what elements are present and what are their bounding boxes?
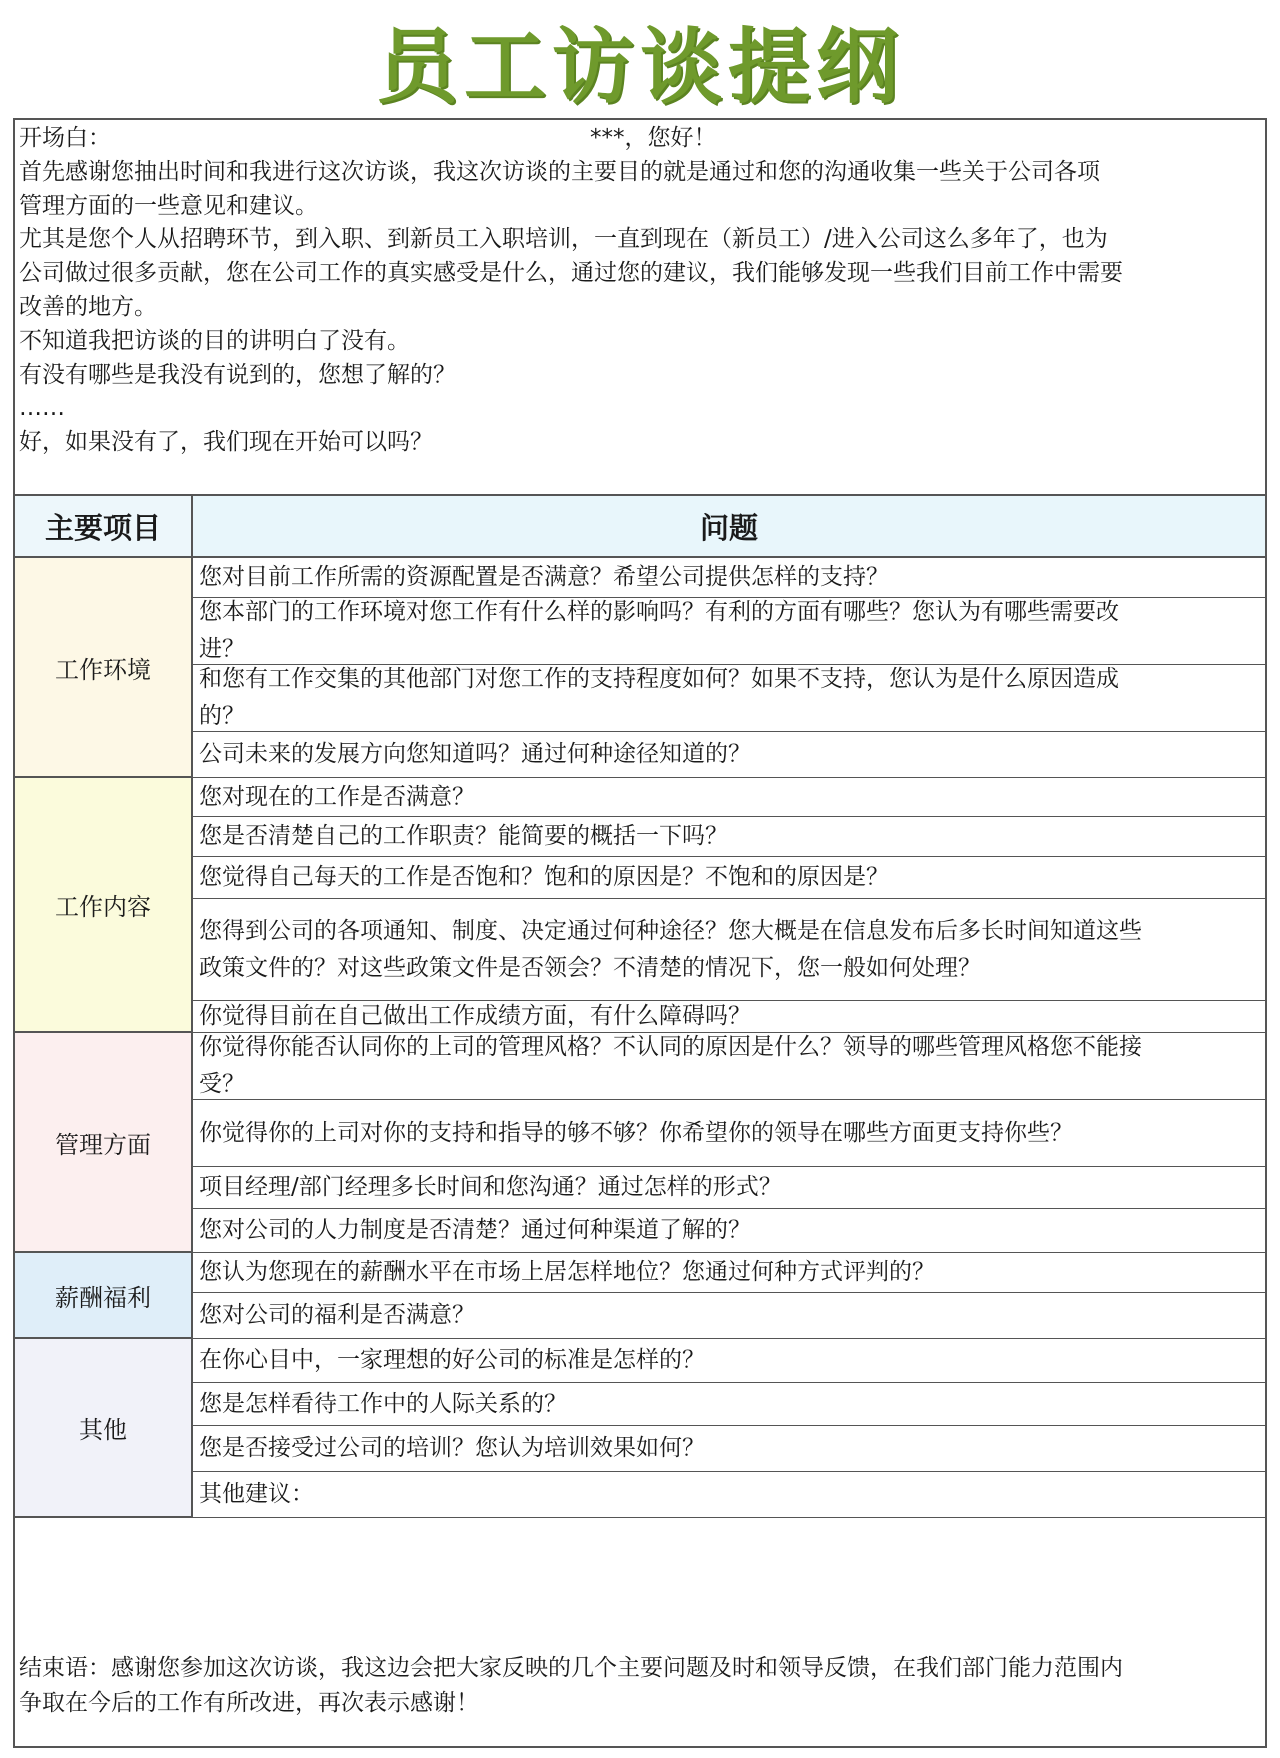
question-row: 其他建议： xyxy=(193,1472,1265,1518)
opening-line: 首先感谢您抽出时间和我进行这次访谈，我这次访谈的主要目的就是通过和您的沟通收集一些关于公司各项 xyxy=(19,159,1100,185)
opening-line: 管理方面的一些意见和建议。 xyxy=(19,193,318,219)
opening-label: 开场白： xyxy=(19,125,111,151)
question-row: 公司未来的发展方向您知道吗？通过何种途径知道的？ xyxy=(193,732,1265,778)
question-row: 您本部门的工作环境对您工作有什么样的影响吗？有利的方面有哪些？您认为有哪些需要改 进？ xyxy=(193,598,1265,665)
opening-line: 不知道我把访谈的目的讲明白了没有。 xyxy=(19,328,410,354)
question-row: 您对公司的福利是否满意？ xyxy=(193,1293,1265,1339)
question-table xyxy=(15,496,1265,1638)
header-category: 主要项目 xyxy=(15,496,193,558)
question-row: 您对现在的工作是否满意？ xyxy=(193,778,1265,817)
question-row: 你觉得目前在自己做出工作成绩方面，有什么障碍吗？ xyxy=(193,1001,1265,1033)
closing-line: 争取在今后的工作有所改进，再次表示感谢！ xyxy=(19,1690,479,1716)
question-row: 项目经理/部门经理多长时间和您沟通？通过怎样的形式？ xyxy=(193,1167,1265,1209)
question-row: 您对目前工作所需的资源配置是否满意？希望公司提供怎样的支持？ xyxy=(193,558,1265,598)
question-row: 您是否接受过公司的培训？您认为培训效果如何？ xyxy=(193,1426,1265,1472)
opening-line: 尤其是您个人从招聘环节，到入职、到新员工入职培训，一直到现在（新员工）/进入公司这么多年了，也为 xyxy=(19,226,1108,252)
question-row: 您得到公司的各项通知、制度、决定通过何种途径？您大概是在信息发布后多长时间知道这些 政策文件的？对这些政策文件是否领会？不清楚的情况下，您一般如何处理？ xyxy=(193,899,1265,1001)
opening-section xyxy=(15,120,1265,496)
category-cell: 管理方面 xyxy=(15,1033,193,1253)
question-row: 您是否清楚自己的工作职责？能简要的概括一下吗？ xyxy=(193,817,1265,857)
category-cell: 薪酬福利 xyxy=(15,1253,193,1339)
category-cell: 工作环境 xyxy=(15,558,193,778)
question-row: 您认为您现在的薪酬水平在市场上居怎样地位？您通过何种方式评判的？ xyxy=(193,1253,1265,1293)
closing-section xyxy=(15,1638,1265,1748)
category-cell: 其他 xyxy=(15,1339,193,1518)
question-row: 您对公司的人力制度是否清楚？通过何种渠道了解的？ xyxy=(193,1209,1265,1253)
opening-greeting: ***，您好！ xyxy=(590,125,717,151)
opening-line: 改善的地方。 xyxy=(19,294,157,320)
opening-line: 好，如果没有了，我们现在开始可以吗？ xyxy=(19,429,433,455)
question-row: 和您有工作交集的其他部门对您工作的支持程度如何？如果不支持，您认为是什么原因造成 的？ xyxy=(193,665,1265,732)
question-row: 您是怎样看待工作中的人际关系的？ xyxy=(193,1383,1265,1426)
document-title: 员工访谈提纲 xyxy=(375,20,904,115)
opening-line: …… xyxy=(19,395,65,421)
closing-line: 结束语：感谢您参加这次访谈，我这边会把大家反映的几个主要问题及时和领导反馈，在我们部门能力范围内 xyxy=(19,1655,1123,1681)
opening-line: 公司做过很多贡献，您在公司工作的真实感受是什么，通过您的建议，我们能够发现一些我们目前工作中需要 xyxy=(19,260,1123,286)
interview-sheet xyxy=(13,118,1267,1748)
question-row: 你觉得你的上司对你的支持和指导的够不够？你希望你的领导在哪些方面更支持你些？ xyxy=(193,1100,1265,1167)
category-cell: 工作内容 xyxy=(15,778,193,1033)
question-row: 在你心目中，一家理想的好公司的标准是怎样的？ xyxy=(193,1339,1265,1383)
question-row: 你觉得你能否认同你的上司的管理风格？不认同的原因是什么？领导的哪些管理风格您不能接 受？ xyxy=(193,1033,1265,1100)
opening-line: 有没有哪些是我没有说到的，您想了解的？ xyxy=(19,362,456,388)
question-row: 您觉得自己每天的工作是否饱和？饱和的原因是？不饱和的原因是？ xyxy=(193,857,1265,899)
header-questions: 问题 xyxy=(193,496,1265,558)
